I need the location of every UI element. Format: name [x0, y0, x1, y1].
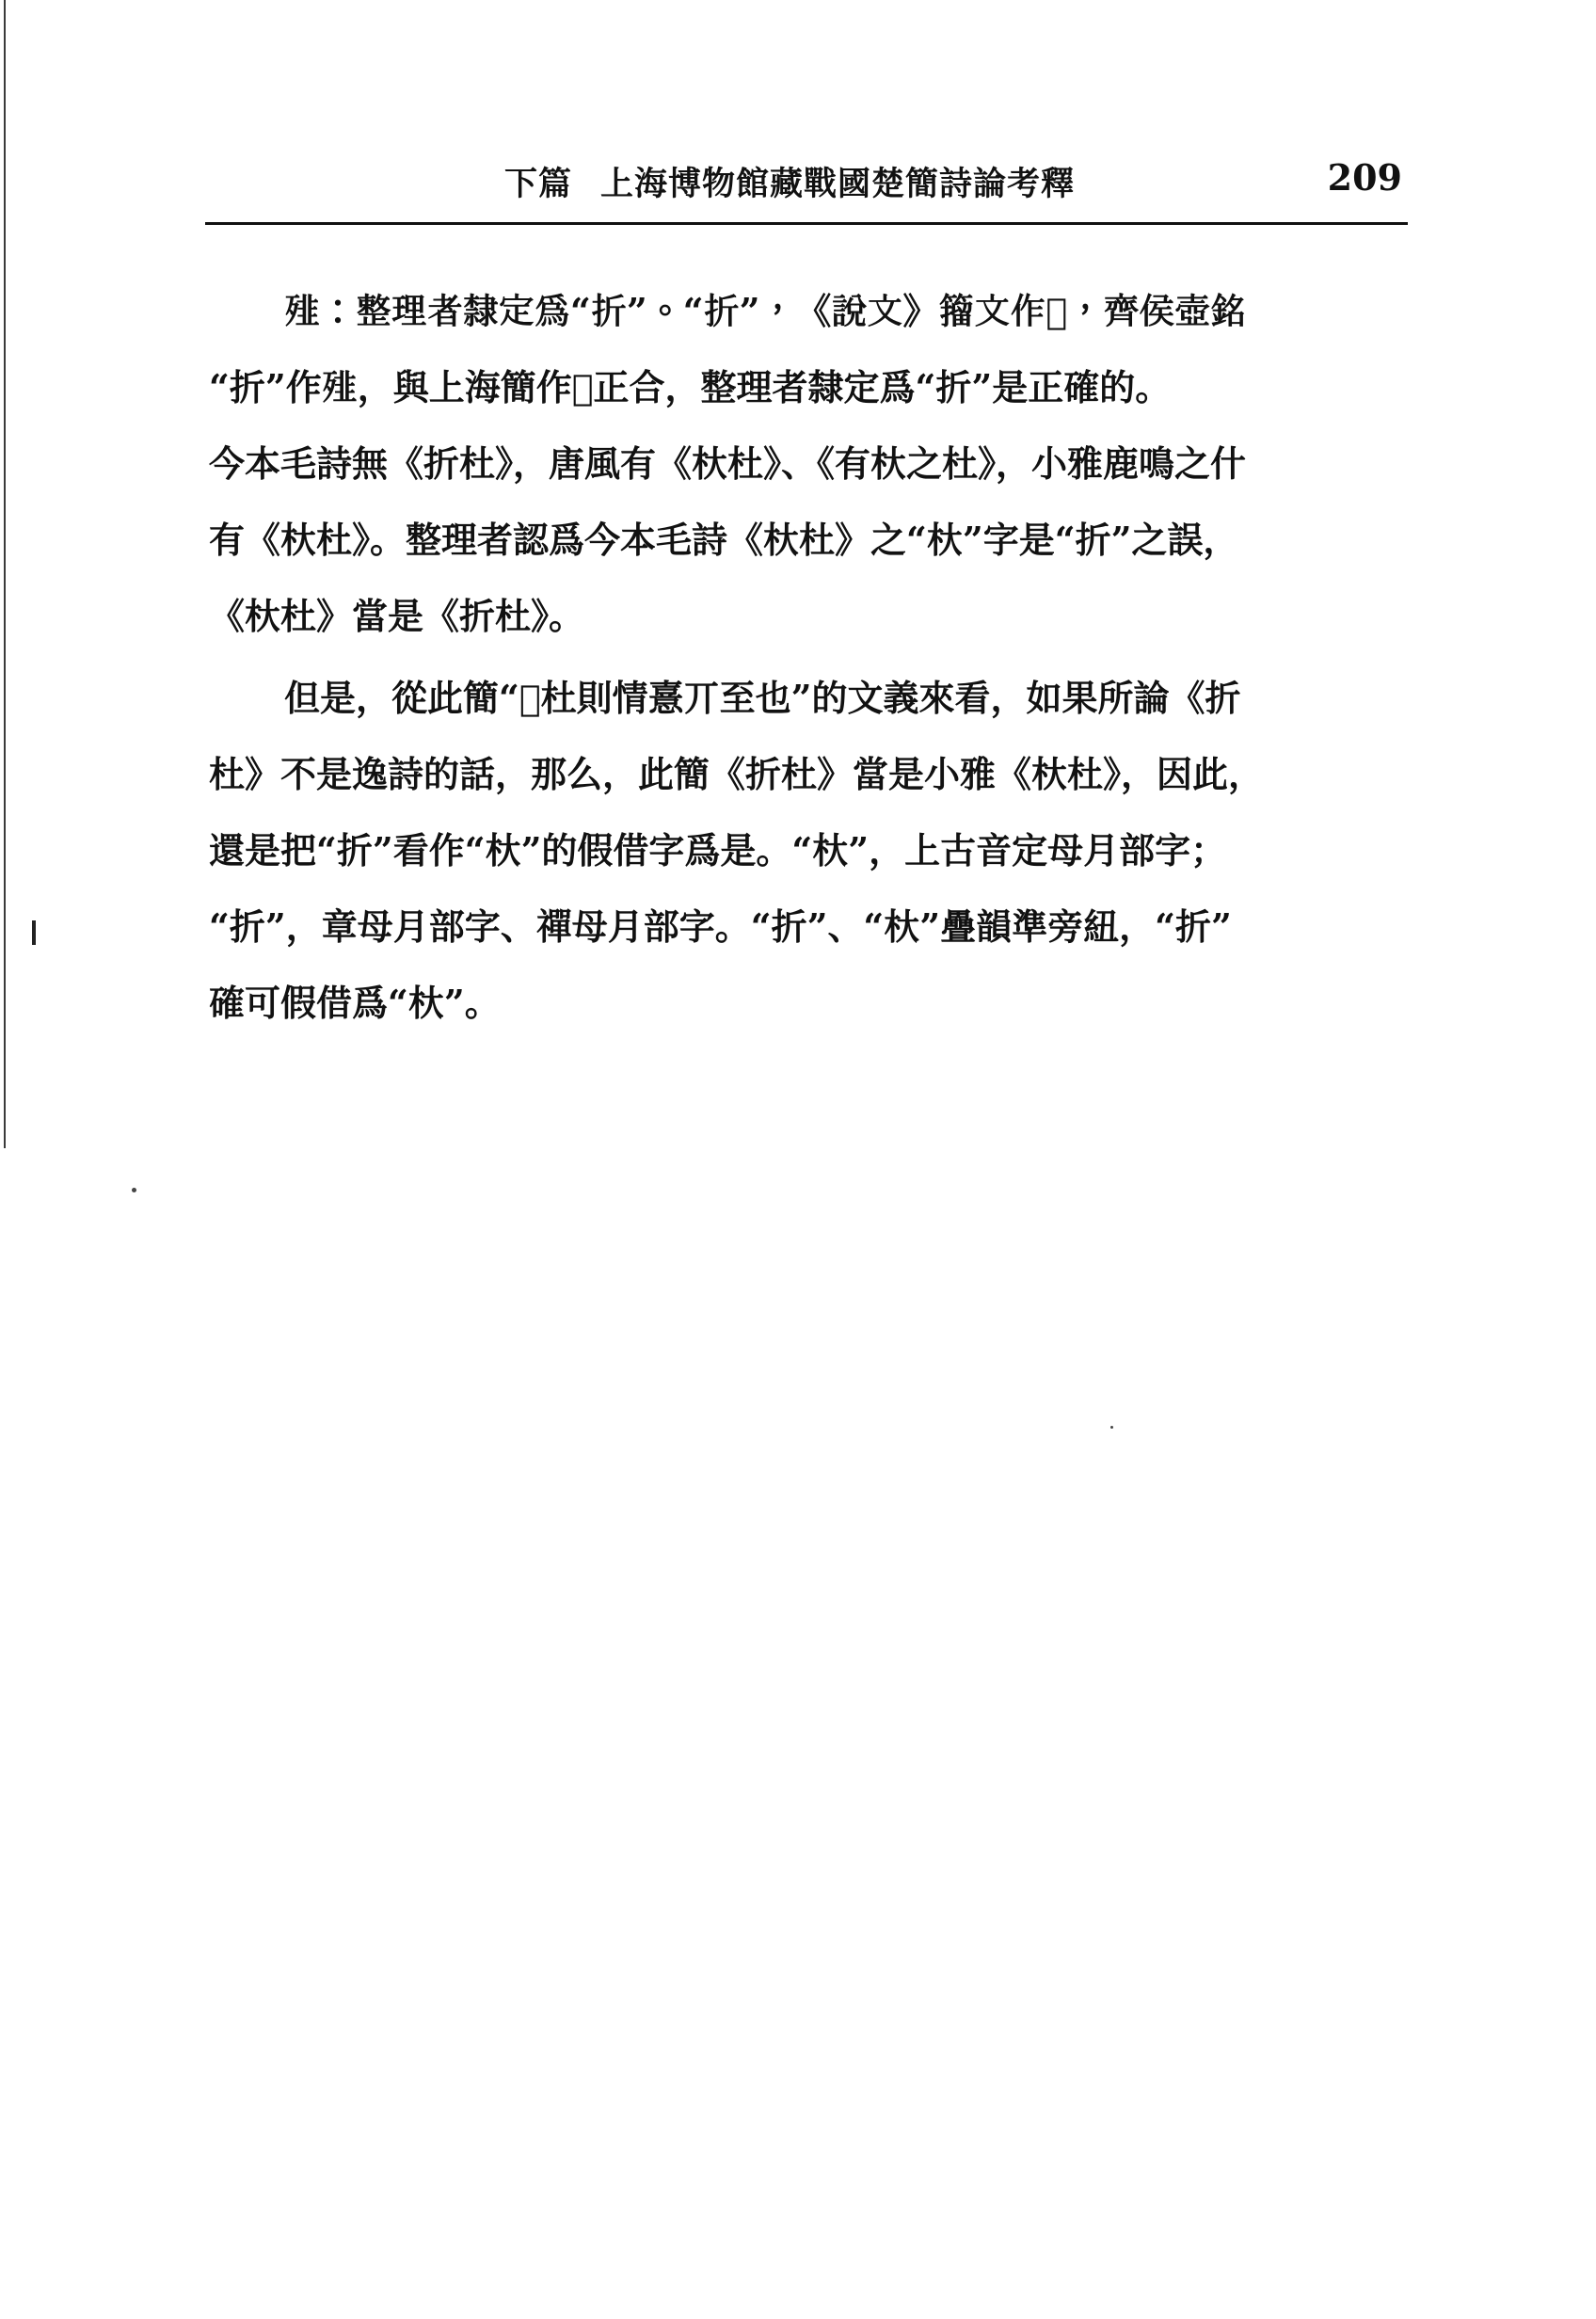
text-line: 今本毛詩無《折杜》，唐風有《杕杜》、《有杕之杜》，小雅鹿鳴之什 — [209, 442, 1247, 485]
text-line: 杜》不是逸詩的話，那么，此簡《折杜》當是小雅《杕杜》，因此， — [209, 753, 1265, 795]
text-line: “折”，章母月部字、禪母月部字。“折”、“杕”疊韻準旁紐，“折” — [209, 905, 1232, 948]
running-header-title — [504, 158, 1075, 205]
header-part-label: 下篇 — [504, 165, 573, 203]
text-line: 《杕杜》當是《折杜》。 — [209, 595, 585, 637]
margin-mark — [32, 920, 36, 945]
scan-speck — [132, 1188, 136, 1192]
text-line: 確可假借爲“杕”。 — [209, 982, 501, 1024]
scan-speck — [1110, 1426, 1113, 1429]
text-line: 有《杕杜》。整理者認爲今本毛詩《杕杜》之“杕”字是“折”之誤， — [209, 519, 1239, 561]
text-line: 還是把“折”看作“杕”的假借字爲是。“杕”，上古音定母月部字； — [209, 829, 1227, 872]
page-number: 209 — [1327, 156, 1402, 199]
paragraph-1 — [209, 273, 1413, 654]
binding-edge-line — [4, 0, 6, 1148]
text-line: 但是，從此簡“𣂚杜則情憙丌至也”的文義來看，如果所論《折 — [284, 677, 1241, 719]
paragraph-2 — [209, 660, 1413, 1041]
text-line: “折”作𩐁，與上海簡作𣂚正合，整理者隸定爲“折”是正確的。 — [209, 366, 1172, 408]
body-text — [209, 273, 1413, 1041]
header-rule — [205, 222, 1408, 225]
text-line: 𩐁：整理者隸定爲“折”。“折”，《說文》籀文作𣂐，齊侯壺銘 — [284, 290, 1247, 332]
running-header — [205, 158, 1410, 211]
header-book-title: 上海博物館藏戰國楚簡詩論考釋 — [600, 165, 1076, 203]
